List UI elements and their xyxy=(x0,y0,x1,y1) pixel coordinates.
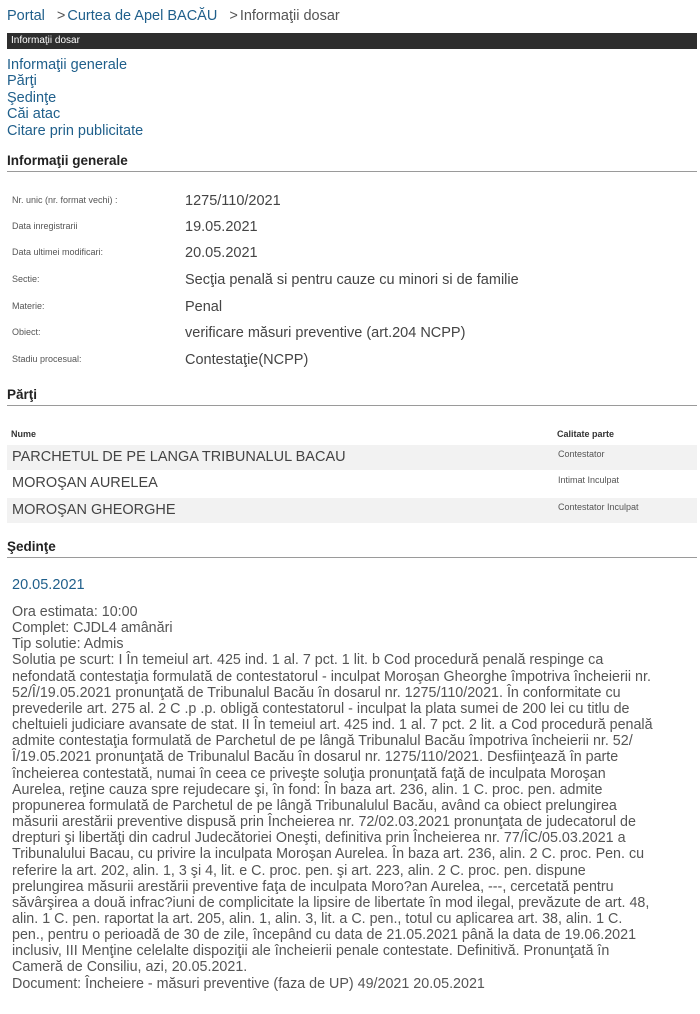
field-value: Penal xyxy=(185,299,223,315)
breadcrumb-court-link[interactable]: Curtea de Apel BACĂU xyxy=(67,8,218,24)
hearing-details xyxy=(12,604,694,992)
summary-line: Tribunalului Bacau, cu privire la inculpata Moroşan Aurelea. În baza art. 236, alin. 2 C. proc. Pen. cu xyxy=(12,846,645,863)
general-info-heading: Informaţii generale xyxy=(7,153,697,172)
field-label: Nr. unic (nr. format vechi) : xyxy=(12,195,118,205)
column-header-name: Nume xyxy=(11,429,37,439)
field-label: Stadiu procesual: xyxy=(12,354,82,364)
link-cai-atac[interactable]: Căi atac xyxy=(7,106,61,123)
party-role: Contestator xyxy=(558,449,605,459)
party-role: Contestator Inculpat xyxy=(558,502,639,512)
hearings-heading: Şedinţe xyxy=(7,539,697,558)
field-value: Contestaţie(NCPP) xyxy=(185,352,309,368)
column-header-role: Calitate parte xyxy=(557,429,615,439)
hearing-date: 20.05.2021 xyxy=(12,577,85,593)
breadcrumb-current: Informaţii dosar xyxy=(239,8,340,24)
summary-line: nefondată contestaţia formulată de contestatorul - inculpat Moroşan Gheorghe împotriva încheierii nr. xyxy=(12,668,651,685)
party-row xyxy=(7,445,697,470)
hearing-time: Ora estimata: 10:00 xyxy=(12,604,138,620)
breadcrumb-portal-link[interactable]: Portal xyxy=(7,8,45,24)
link-sedinte[interactable]: Şedinţe xyxy=(7,89,57,106)
field-value: verificare măsuri preventive (art.204 NCPP) xyxy=(185,325,466,341)
party-role: Intimat Inculpat xyxy=(558,475,620,485)
breadcrumb-separator: > xyxy=(56,8,66,24)
section-links xyxy=(7,57,143,139)
field-label: Obiect: xyxy=(12,327,41,337)
summary-line: încheierea contestată, numai în ceea ce priveşte soluţia pronunţată faţă de inculpata Moroşan xyxy=(12,765,606,782)
summary-line: pen., pentru o perioadă de 30 de zile, începând cu data de 21.05.2021 până la data de 19.06.2021 xyxy=(12,927,637,944)
party-row xyxy=(7,498,697,523)
field-label: Data ultimei modificari: xyxy=(12,247,104,257)
summary-line: Solutia pe scurt: I În temeiul art. 425 ind. 1 al. 7 pct. 1 lit. b Cod procedură penală respinge ca xyxy=(12,652,604,669)
summary-line: cheltuieli judiciare avansate de stat. II În temeiul art. 425 ind. 1 al. 7 pct. 2 lit. a Cod procedură penală xyxy=(12,717,653,734)
summary-line: prevederile art. 275 al. 2 C .p .p. obligă contestatorul - inculpat la plata sumei de 200 lei cu titlu de xyxy=(12,700,630,717)
summary-line: Cameră de Consiliu, azi, 20.05.2021. xyxy=(12,959,248,976)
link-informatii-generale[interactable]: Informaţii generale xyxy=(7,57,128,73)
breadcrumb xyxy=(7,8,340,24)
link-citare-publicitate[interactable]: Citare prin publicitate xyxy=(7,122,144,139)
field-label: Sectie: xyxy=(12,274,40,284)
party-name: MOROŞAN GHEORGHE xyxy=(12,502,176,518)
field-label: Data inregistrarii xyxy=(12,221,78,231)
summary-line: drepturi şi libertăţi din cadrul Judecătoriei Oneşti, definitiva prin Încheierea nr. 77/ÎC/05.03.2021 a xyxy=(12,830,626,847)
summary-line: săvârşirea a două infrac?iuni de complicitate la lipsire de libertate în mod ilegal, prevăzute de art. 48, xyxy=(12,894,650,911)
party-name: PARCHETUL DE PE LANGA TRIBUNALUL BACAU xyxy=(12,449,346,465)
summary-line: referire la art. 202, alin. 1, 3 şi 4, lit. e C. proc. pen. şi art. 223, alin. 2 C. proc. pen. dispune xyxy=(12,862,586,879)
summary-line: Î/19.05.2021 pronunţată de Tribunalul Bacău în dosarul nr. 1275/110/2021. Desfiinţează în parte xyxy=(12,749,619,766)
summary-line: alin. 1 C. pen. raportat la art. 205, alin. 1, alin. 3, lit. a C. pen., totul cu aplicarea art. 38, alin. 1 C. xyxy=(12,910,623,927)
summary-line: inclusiv, III Menţine celelalte dispoziţii ale încheierii penale contestate. Definitivă. Pronunţată în xyxy=(12,943,610,960)
summary-line: măsurii arestării preventive dispusă prin Încheierea nr. 72/02.03.2021 pronunţata de judecatorul de xyxy=(12,814,636,831)
field-value: Secţia penală si pentru cauze cu minori si de familie xyxy=(185,272,519,288)
field-value: 20.05.2021 xyxy=(185,245,258,261)
summary-line: admite contestaţia formulată de Parchetul de pe lângă Tribunalul Bacău împotriva încheierii nr. 52/ xyxy=(12,733,633,750)
link-parti[interactable]: Părţi xyxy=(7,73,37,90)
summary-line: prelungirea măsurii arestării preventive faţa de inculpata Moro?an Aurelea, ---, cercetată pentru xyxy=(12,878,614,895)
field-value: 1275/110/2021 xyxy=(185,193,281,209)
parties-heading: Părţi xyxy=(7,387,697,406)
hearing-panel: Complet: CJDL4 amânări xyxy=(12,620,173,637)
party-name: MOROŞAN AURELEA xyxy=(12,475,158,491)
summary-line: Aurelea, reţine cauza spre rejudecare şi, în fond: În baza art. 236, alin. 1 C. proc. pen. admite xyxy=(12,781,603,798)
hearing-summary xyxy=(12,652,694,975)
summary-line: 52/Î/19.05.2021 pronunţată de Tribunalul Bacău în dosarul nr. 1275/110/2021. În conformitate cu xyxy=(12,684,621,701)
field-label: Materie: xyxy=(12,301,45,311)
parties-table-header xyxy=(7,424,697,444)
party-row xyxy=(7,471,697,496)
hearing-solution-type: Tip solutie: Admis xyxy=(12,636,124,653)
hearing-document: Document: Încheiere - măsuri preventive (faza de UP) 49/2021 20.05.2021 xyxy=(12,975,485,992)
summary-line: propunerea formulată de Parchetul de pe lângă Tribunalulul Bacău, având ca obiect prelungirea xyxy=(12,797,617,814)
field-value: 19.05.2021 xyxy=(185,219,258,235)
breadcrumb-separator: > xyxy=(229,8,238,24)
case-info-bar: Informaţii dosar xyxy=(7,33,697,49)
